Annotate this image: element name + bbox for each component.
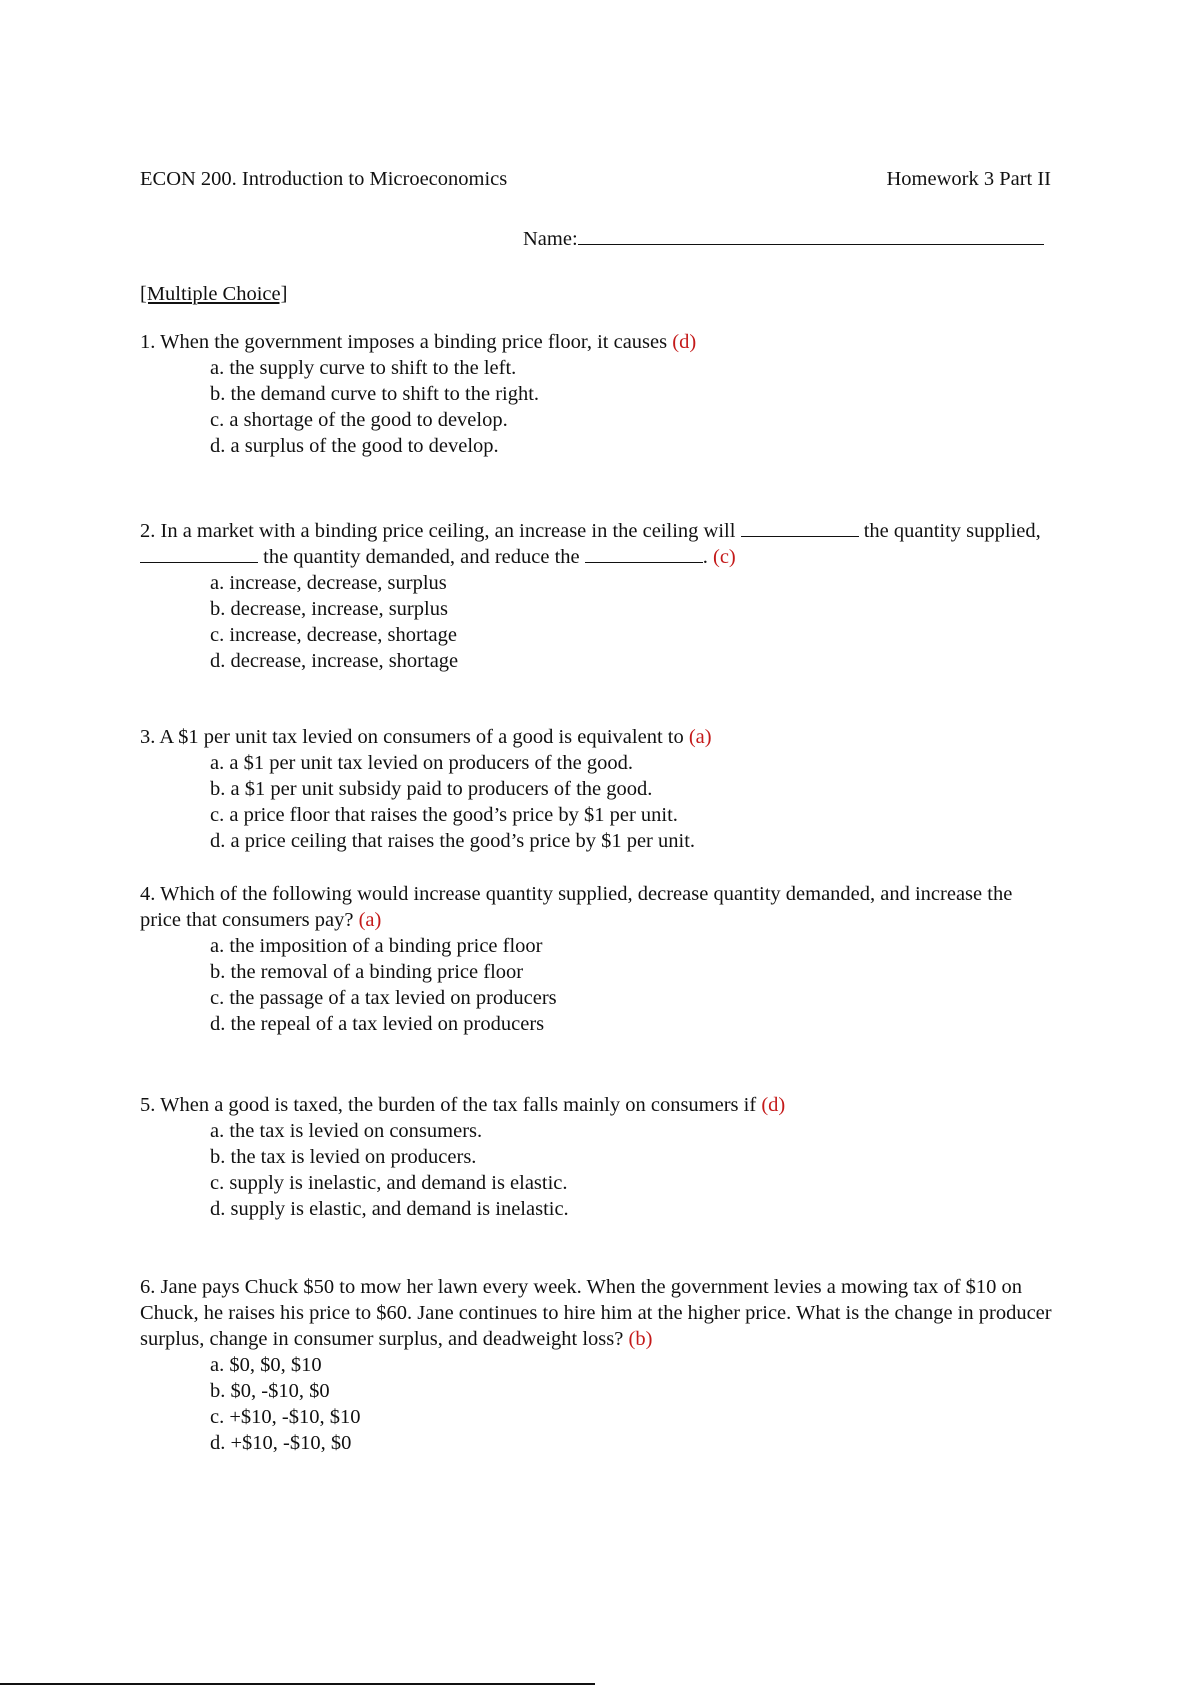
stem-text: 4. Which of the following would increase quantity supplied, decrease quantity demanded, and increase the price that consumers pay? <box>140 883 1013 931</box>
blank-2 <box>140 544 258 563</box>
option-a: a. the tax is levied on consumers. <box>210 1120 483 1142</box>
stem-text: the quantity demanded, and reduce the <box>263 546 580 568</box>
option-d: d. +$10, -$10, $0 <box>210 1432 352 1454</box>
question-stem <box>140 881 1055 933</box>
option-c: c. the passage of a tax levied on producers <box>210 987 557 1009</box>
option-c: c. +$10, -$10, $10 <box>210 1406 361 1428</box>
question-1 <box>140 329 1055 459</box>
question-stem <box>140 1092 1055 1118</box>
option-b: b. the tax is levied on producers. <box>210 1146 477 1168</box>
name-field <box>523 224 1044 252</box>
question-3 <box>140 724 1055 854</box>
option-c: c. supply is inelastic, and demand is elastic. <box>210 1172 568 1194</box>
question-stem <box>140 329 1055 355</box>
question-2 <box>140 518 1055 674</box>
stem-text: 3. A $1 per unit tax levied on consumers of a good is equivalent to <box>140 726 684 748</box>
option-b: b. the removal of a binding price floor <box>210 961 524 983</box>
section-title: [Multiple Choice] <box>140 283 288 305</box>
option-b: b. $0, -$10, $0 <box>210 1380 330 1402</box>
option-c: c. increase, decrease, shortage <box>210 624 457 646</box>
option-a: a. the imposition of a binding price floor <box>210 935 543 957</box>
question-stem <box>140 518 1055 570</box>
option-a: a. a $1 per unit tax levied on producers of the good. <box>210 752 633 774</box>
blank-1 <box>741 518 859 537</box>
stem-text: 2. In a market with a binding price ceiling, an increase in the ceiling will <box>140 520 736 542</box>
stem-text: . <box>702 546 708 568</box>
answer-key: (c) <box>713 546 736 568</box>
page-header <box>140 166 1051 192</box>
option-b: b. a $1 per unit subsidy paid to producers of the good. <box>210 778 653 800</box>
option-c: c. a shortage of the good to develop. <box>210 409 508 431</box>
name-blank-line[interactable] <box>578 224 1044 245</box>
question-4 <box>140 881 1055 1037</box>
options-list <box>140 570 1055 674</box>
option-a: a. increase, decrease, surplus <box>210 572 447 594</box>
answer-key: (b) <box>628 1328 653 1350</box>
assignment-title: Homework 3 Part II <box>886 168 1051 190</box>
option-d: d. supply is elastic, and demand is inelastic. <box>210 1198 569 1220</box>
options-list <box>140 1118 1055 1222</box>
answer-key: (a) <box>358 909 382 931</box>
question-6 <box>140 1274 1055 1456</box>
option-d: d. a price ceiling that raises the good’s price by $1 per unit. <box>210 830 696 852</box>
option-c: c. a price floor that raises the good’s price by $1 per unit. <box>210 804 678 826</box>
answer-key: (d) <box>761 1094 786 1116</box>
course-title: ECON 200. Introduction to Microeconomics <box>140 168 508 190</box>
options-list <box>140 1352 1055 1456</box>
name-label: Name: <box>523 228 578 250</box>
answer-key: (d) <box>672 331 697 353</box>
option-b: b. decrease, increase, surplus <box>210 598 448 620</box>
question-stem <box>140 1274 1055 1352</box>
stem-text: 1. When the government imposes a binding price floor, it causes <box>140 331 668 353</box>
stem-text: 6. Jane pays Chuck $50 to mow her lawn every week. When the government levies a mowing tax of $10 on Chuck, he raises his price to $60. Jane continues to hire him at the higher price. What is the change in producer surplus, change in consumer surplus, and deadweight loss? <box>140 1276 1052 1350</box>
options-list <box>140 750 1055 854</box>
option-d: d. decrease, increase, shortage <box>210 650 459 672</box>
question-5 <box>140 1092 1055 1222</box>
stem-text: the quantity supplied, <box>863 520 1041 542</box>
option-a: a. $0, $0, $10 <box>210 1354 322 1376</box>
option-b: b. the demand curve to shift to the right. <box>210 383 540 405</box>
blank-3 <box>585 544 703 563</box>
stem-text: 5. When a good is taxed, the burden of the tax falls mainly on consumers if <box>140 1094 757 1116</box>
options-list <box>140 933 1055 1037</box>
option-a: a. the supply curve to shift to the left. <box>210 357 517 379</box>
option-d: d. a surplus of the good to develop. <box>210 435 499 457</box>
option-d: d. the repeal of a tax levied on producers <box>210 1013 545 1035</box>
options-list <box>140 355 1055 459</box>
question-stem <box>140 724 1055 750</box>
answer-key: (a) <box>688 726 712 748</box>
